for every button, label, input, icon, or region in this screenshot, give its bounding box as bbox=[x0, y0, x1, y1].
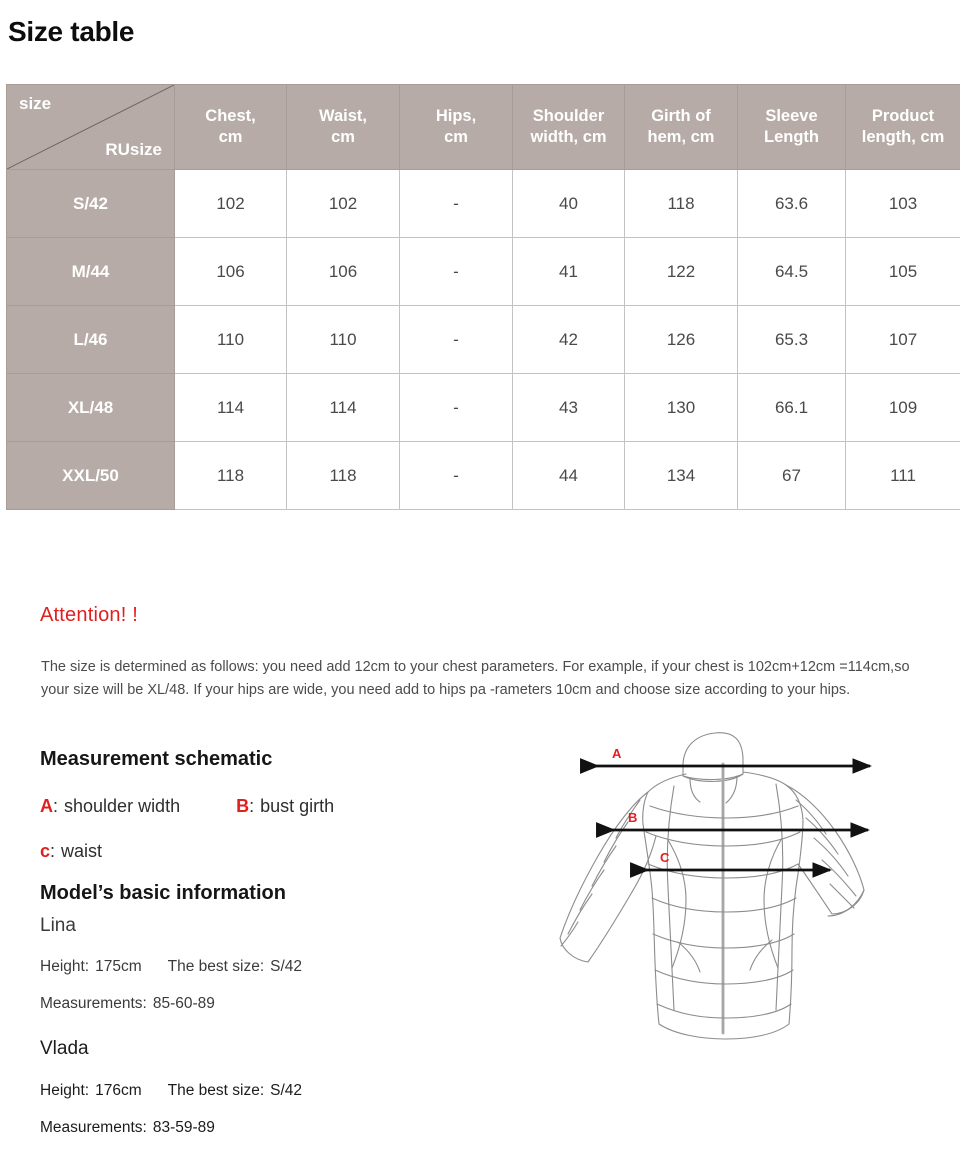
model-lina-height-size-line bbox=[40, 958, 302, 976]
legend-item-a bbox=[40, 796, 180, 817]
schematic-legend-row-bottom bbox=[40, 841, 102, 862]
legend-sep-a: : bbox=[53, 796, 59, 816]
legend-key-c: c bbox=[40, 841, 51, 861]
model-lina-best-size-value: S/42 bbox=[270, 958, 303, 975]
cell-shoulder: 40 bbox=[513, 170, 625, 238]
cell-hem: 134 bbox=[625, 442, 738, 510]
attention-heading: Attention! ! bbox=[40, 604, 139, 626]
model-vlada-height-value: 176cm bbox=[95, 1082, 142, 1099]
column-header-product-length bbox=[846, 85, 960, 170]
legend-text-c: waist bbox=[61, 841, 103, 861]
cell-waist: 114 bbox=[287, 374, 400, 442]
cell-shoulder: 43 bbox=[513, 374, 625, 442]
cell-waist: 110 bbox=[287, 306, 400, 374]
height-label: Height: bbox=[40, 1082, 90, 1099]
header-line-1: Sleeve bbox=[765, 106, 818, 125]
column-header-chest bbox=[175, 85, 287, 170]
column-header-shoulder-width bbox=[513, 85, 625, 170]
model-vlada-measurements-line bbox=[40, 1119, 215, 1137]
cell-shoulder: 42 bbox=[513, 306, 625, 374]
legend-sep-b: : bbox=[249, 796, 255, 816]
header-line-2: cm bbox=[331, 128, 355, 146]
measurements-label: Measurements: bbox=[40, 1119, 147, 1136]
cell-chest: 110 bbox=[175, 306, 287, 374]
legend-text-a: shoulder width bbox=[64, 796, 181, 816]
header-line-2: cm bbox=[218, 128, 243, 146]
best-size-label: The best size: bbox=[167, 958, 265, 975]
header-line-2: Length bbox=[764, 128, 819, 146]
table-row bbox=[7, 442, 960, 510]
cell-hem: 126 bbox=[625, 306, 738, 374]
column-header-hips bbox=[400, 85, 513, 170]
page-title: Size table bbox=[8, 16, 135, 47]
cell-sleeve: 63.6 bbox=[738, 170, 846, 238]
cell-hips: - bbox=[400, 170, 513, 238]
diagram-label-b: B bbox=[628, 810, 638, 825]
row-header-size: XXL/50 bbox=[7, 442, 175, 510]
cell-shoulder: 41 bbox=[513, 238, 625, 306]
model-vlada-measurements-value: 83-59-89 bbox=[152, 1119, 215, 1136]
model-lina-measurements-line bbox=[40, 995, 215, 1013]
size-table-header bbox=[7, 85, 960, 170]
column-header-sleeve-length bbox=[738, 85, 846, 170]
cell-sleeve: 66.1 bbox=[738, 374, 846, 442]
cell-sleeve: 64.5 bbox=[738, 238, 846, 306]
header-line-2: length, cm bbox=[861, 128, 945, 146]
cell-hem: 122 bbox=[625, 238, 738, 306]
row-header-size: S/42 bbox=[7, 170, 175, 238]
cell-hips: - bbox=[400, 306, 513, 374]
header-line-2: hem, cm bbox=[647, 128, 715, 146]
cell-waist: 118 bbox=[287, 442, 400, 510]
diagram-label-a: A bbox=[612, 746, 622, 761]
garment-measurement-diagram bbox=[540, 728, 960, 1073]
measurements-label: Measurements: bbox=[40, 995, 147, 1012]
model-lina-measurements-value: 85-60-89 bbox=[152, 995, 215, 1012]
cell-hips: - bbox=[400, 238, 513, 306]
legend-item-b bbox=[236, 796, 334, 817]
legend-sep-c: : bbox=[50, 841, 56, 861]
cell-hips: - bbox=[400, 374, 513, 442]
legend-item-c bbox=[40, 841, 102, 862]
header-line-2: cm bbox=[444, 128, 468, 146]
cell-sleeve: 67 bbox=[738, 442, 846, 510]
coat-outline bbox=[560, 733, 864, 1039]
header-line-1: Product bbox=[871, 106, 935, 125]
corner-label-rusize: RUsize bbox=[105, 140, 162, 160]
row-header-size: L/46 bbox=[7, 306, 175, 374]
legend-key-a: A bbox=[40, 796, 53, 816]
model-lina-height-value: 175cm bbox=[95, 958, 142, 975]
model-vlada-height-size-line bbox=[40, 1082, 302, 1100]
height-label: Height: bbox=[40, 958, 90, 975]
attention-body-text: The size is determined as follows: you need add 12cm to your chest parameters. For example, if your chest is 102cm+12cm =114cm,so your size will be XL/48. If your hips are wide, you need add to hips pa -rameters 10cm and choose size according to your hips. bbox=[41, 659, 910, 699]
header-line-1: Hips, bbox=[435, 106, 477, 125]
cell-hips: - bbox=[400, 442, 513, 510]
diagram-label-c: C bbox=[660, 850, 670, 865]
table-row bbox=[7, 238, 960, 306]
size-table-body bbox=[7, 170, 960, 510]
corner-label-size: size bbox=[19, 94, 52, 113]
row-header-size: XL/48 bbox=[7, 374, 175, 442]
header-line-1: Chest, bbox=[205, 106, 256, 125]
cell-length: 111 bbox=[846, 442, 960, 510]
table-row bbox=[7, 306, 960, 374]
best-size-label: The best size: bbox=[167, 1082, 265, 1099]
cell-length: 107 bbox=[846, 306, 960, 374]
models-heading: Model’s basic information bbox=[40, 882, 286, 904]
size-table bbox=[6, 84, 960, 510]
cell-chest: 114 bbox=[175, 374, 287, 442]
cell-length: 105 bbox=[846, 238, 960, 306]
legend-key-b: B bbox=[236, 796, 250, 816]
header-line-2: width, cm bbox=[530, 128, 607, 146]
model-name-vlada: Vlada bbox=[40, 1038, 89, 1059]
cell-waist: 106 bbox=[287, 238, 400, 306]
column-header-girth-of-hem bbox=[625, 85, 738, 170]
header-line-1: Waist, bbox=[319, 106, 367, 125]
cell-chest: 102 bbox=[175, 170, 287, 238]
table-row bbox=[7, 374, 960, 442]
measurement-schematic-heading: Measurement schematic bbox=[40, 748, 273, 770]
cell-chest: 106 bbox=[175, 238, 287, 306]
header-line-1: Girth of bbox=[651, 106, 711, 125]
schematic-legend-row-top bbox=[40, 796, 334, 817]
cell-chest: 118 bbox=[175, 442, 287, 510]
cell-length: 109 bbox=[846, 374, 960, 442]
cell-length: 103 bbox=[846, 170, 960, 238]
cell-hem: 130 bbox=[625, 374, 738, 442]
table-row bbox=[7, 170, 960, 238]
column-header-waist bbox=[287, 85, 400, 170]
header-row bbox=[7, 85, 960, 170]
model-vlada-best-size-value: S/42 bbox=[270, 1082, 303, 1099]
cell-shoulder: 44 bbox=[513, 442, 625, 510]
cell-sleeve: 65.3 bbox=[738, 306, 846, 374]
legend-text-b: bust girth bbox=[260, 796, 335, 816]
cell-hem: 118 bbox=[625, 170, 738, 238]
cell-waist: 102 bbox=[287, 170, 400, 238]
header-line-1: Shoulder bbox=[532, 106, 605, 125]
row-header-size: M/44 bbox=[7, 238, 175, 306]
model-name-lina: Lina bbox=[40, 915, 76, 936]
corner-header-cell bbox=[7, 85, 175, 170]
